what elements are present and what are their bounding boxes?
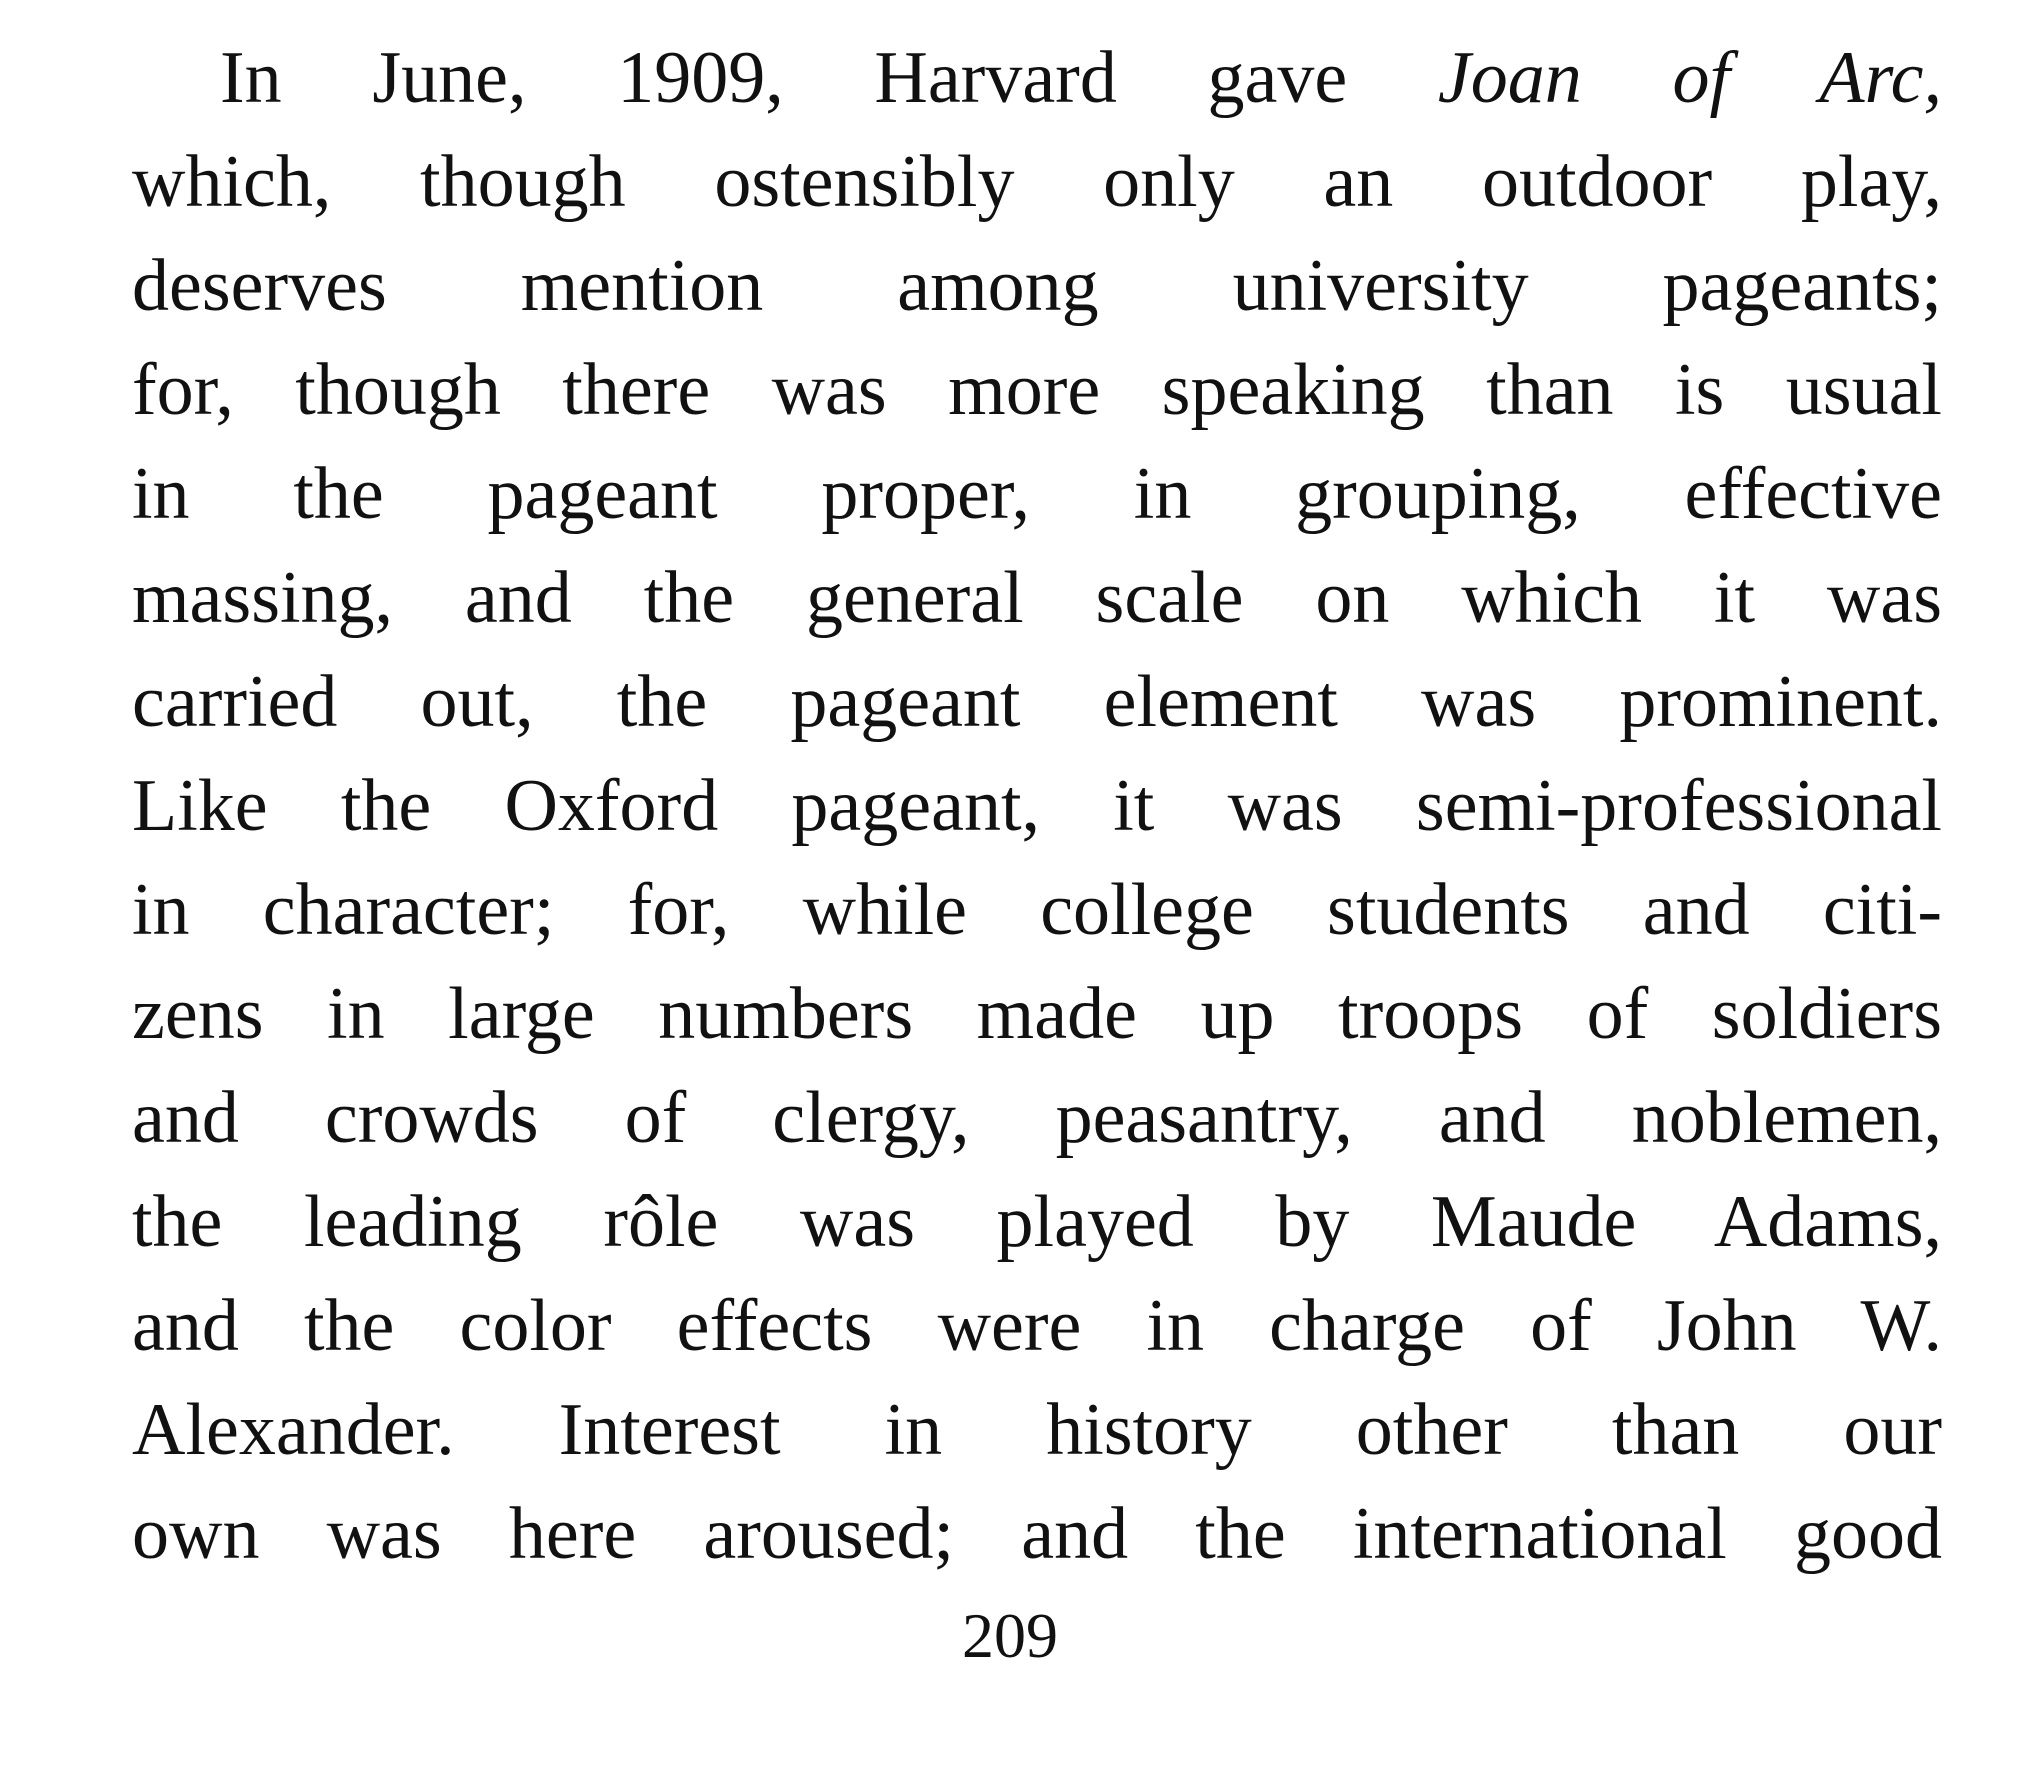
text-line-1-roman: In June, 1909, Harvard gave	[220, 37, 1438, 119]
text-line-2: which, though ostensibly only an outdoor play,	[132, 141, 1942, 223]
text-line-10: zens in large numbers made up troops of soldiers	[132, 973, 1942, 1055]
body-paragraph	[132, 26, 1942, 1586]
page-number: 209	[962, 1600, 1058, 1671]
text-line-13: and the color effects were in charge of John W.	[132, 1285, 1942, 1367]
play-title: Joan of Arc,	[1437, 37, 1942, 119]
text-line-3: deserves mention among university pageants;	[132, 245, 1942, 327]
text-line-12: the leading rôle was played by Maude Adams,	[132, 1181, 1942, 1263]
text-line-1	[132, 26, 1942, 130]
text-line-9: in character; for, while college students and citi-	[132, 869, 1942, 951]
text-line-7: carried out, the pageant element was prominent.	[132, 661, 1942, 743]
text-line-15: own was here aroused; and the international good	[132, 1493, 1942, 1575]
text-line-14: Alexander. Interest in history other than our	[132, 1389, 1942, 1471]
text-line-6: massing, and the general scale on which it was	[132, 557, 1942, 639]
text-line-8: Like the Oxford pageant, it was semi-professional	[132, 765, 1942, 847]
text-line-5: in the pageant proper, in grouping, effective	[132, 453, 1942, 535]
text-line-4: for, though there was more speaking than is usual	[132, 349, 1942, 431]
text-line-11: and crowds of clergy, peasantry, and noblemen,	[132, 1077, 1942, 1159]
